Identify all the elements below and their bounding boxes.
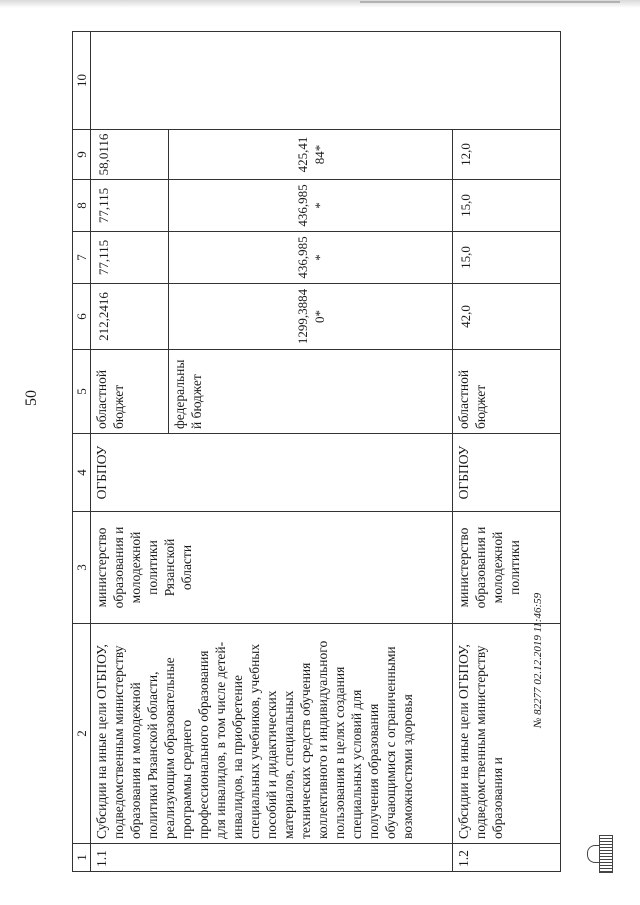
- row-number: 1.1: [91, 844, 453, 872]
- total-value: 42,0: [453, 284, 561, 350]
- year-1-value: 436,985*: [169, 232, 453, 284]
- year-2-value: 15,0: [453, 180, 561, 232]
- year-3-value: 58,0116: [91, 130, 169, 180]
- header-col-8: 8: [73, 180, 91, 232]
- measure-name: Субсидии на иные цели ОГБПОУ, подведомственным министерству образования и: [453, 624, 561, 844]
- header-col-9: 9: [73, 130, 91, 180]
- program-table: [72, 31, 561, 872]
- funding-source: областной бюджет: [453, 350, 561, 434]
- funding-source: областной бюджет: [91, 350, 169, 434]
- table-row: [453, 32, 561, 872]
- header-col-7: 7: [73, 232, 91, 284]
- header-row: [73, 32, 91, 872]
- recipient: ОГБПОУ: [91, 434, 453, 512]
- year-1-value: 77,115: [91, 232, 169, 284]
- header-col-2: 2: [73, 624, 91, 844]
- header-col-10: 10: [73, 32, 91, 130]
- executor: министерство образования и молодежной политики: [453, 512, 561, 624]
- total-value: 1299,38840*: [169, 284, 453, 350]
- year-2-value: 436,985*: [169, 180, 453, 232]
- year-2-value: 77,115: [91, 180, 169, 232]
- total-value: 212,2416: [91, 284, 169, 350]
- registration-stamp: [587, 833, 613, 877]
- recipient: ОГБПОУ: [453, 434, 561, 512]
- executor: министерство образования и молодежной политики Рязанской области: [91, 512, 453, 624]
- header-col-3: 3: [73, 512, 91, 624]
- program-table-wrapper: [72, 32, 640, 872]
- year-1-value: 15,0: [453, 232, 561, 284]
- scan-edge: [0, 0, 640, 8]
- year-4-value: [91, 32, 561, 130]
- header-col-5: 5: [73, 350, 91, 434]
- header-col-6: 6: [73, 284, 91, 350]
- page-number: 50: [23, 390, 40, 406]
- table-row: [91, 32, 169, 872]
- row-number: 1.2: [453, 844, 561, 872]
- year-3-value: 12,0: [453, 130, 561, 180]
- header-col-4: 4: [73, 434, 91, 512]
- header-col-1: 1: [73, 844, 91, 872]
- document-registration-id: № 82277 02.12.2019 11:46:59: [532, 592, 544, 728]
- funding-source: федеральный бюджет: [169, 350, 453, 434]
- barcode-box: [599, 835, 613, 873]
- measure-name: Субсидии на иные цели ОГБПОУ, подведомственным министерству образования и молодежной политики Рязанской области, реализующим образовательные программы среднего профессионального образования для инвалидов, в том числе детей-инвалидов, на приобретение специальных учебников, учебных пособий и дидактических материалов, специальных технических средств обучения коллективного и индивидуального пользования в целях создания специальных условий для получения образования обучающимися с ограниченными возможностями здоровья: [91, 624, 453, 844]
- year-3-value: 425,4184*: [169, 130, 453, 180]
